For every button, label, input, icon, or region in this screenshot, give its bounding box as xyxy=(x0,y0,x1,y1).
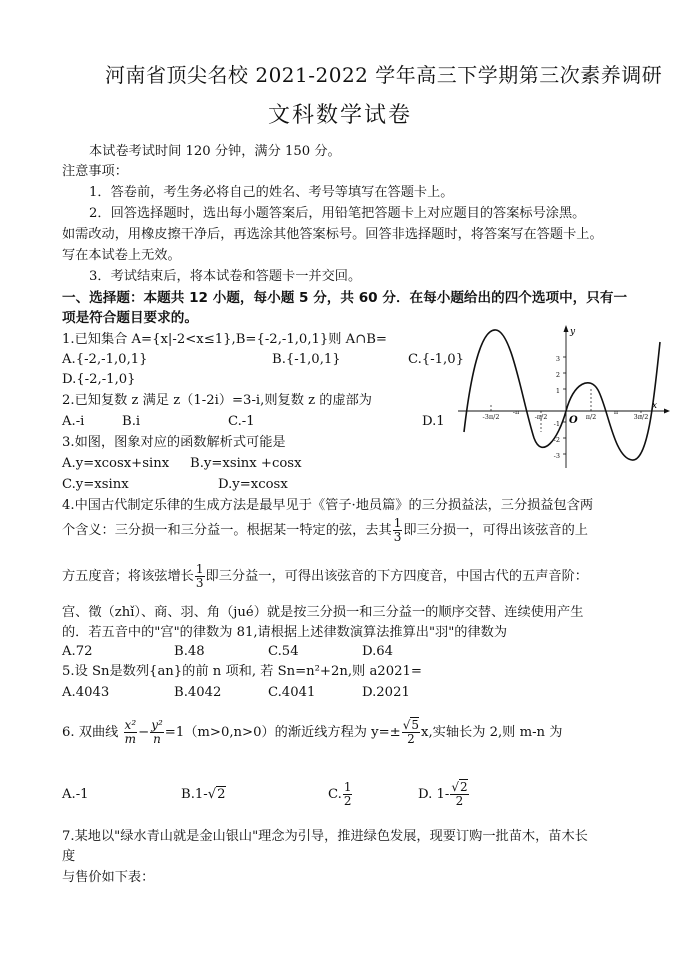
q4-line-3-a: 方五度音；将该弦增长 xyxy=(62,569,194,584)
q4-option-d: D.64 xyxy=(362,644,394,659)
y-tick-1: 1 xyxy=(555,387,560,395)
q3-stem: 3.如图，图象对应的函数解析式可能是 xyxy=(62,435,286,450)
q4-line-3 xyxy=(62,563,588,591)
q6-option-d xyxy=(418,774,470,816)
x-tick-neg-pi-2: -π/2 xyxy=(534,413,548,421)
x-tick-neg-3pi-2: -3π/2 xyxy=(482,413,500,421)
y-tick-3: 3 xyxy=(555,355,560,363)
q4-frac1-num: 1 xyxy=(393,516,402,530)
q4-fraction-1 xyxy=(393,517,403,544)
q6-minus: − xyxy=(138,725,150,740)
function-curve xyxy=(464,330,660,460)
q6-mid: =1（m>0,n>0）的渐近线方程为 y=± xyxy=(164,725,401,740)
q6-option-c xyxy=(328,774,353,816)
y-tick-labels xyxy=(554,355,560,460)
function-graph xyxy=(456,320,670,470)
q6-prefix: 6. 双曲线 xyxy=(62,725,119,740)
y-tick-neg-1: -1 xyxy=(553,420,560,428)
q3-option-b: B.y=xsinx +cosx xyxy=(190,456,302,471)
q4-line-4: 宫、徵（zhǐ）、商、羽、角（jué）就是按三分损一和三分益一的顺序交替、连续使用产生 xyxy=(62,605,584,620)
q5-option-b: B.4042 xyxy=(174,685,222,700)
q3-option-a: A.y=xcosx+sinx xyxy=(62,456,170,471)
q7-line-2: 度 xyxy=(62,849,76,864)
note-2-line-1: 2．回答选择题时，选出每小题答案后，用铅笔把答题卡上对应题目的答案标号涂黑。 xyxy=(89,206,586,221)
q3-option-d: D.y=xcosx xyxy=(218,477,288,492)
q6-sqrt5-num: √5 xyxy=(402,718,420,732)
q6-option-c-num: 1 xyxy=(343,780,352,794)
q6-option-b-root: 2 xyxy=(217,787,226,802)
x-tick-pi: π xyxy=(613,408,619,416)
q6-option-d-root: 2 xyxy=(460,780,468,794)
q4-line-1: 4.中国古代制定乐律的生成方法是最早见于《管子·地员篇》的三分损益法，三分损益包含两 xyxy=(62,498,594,513)
q3-option-c: C.y=xsinx xyxy=(62,477,129,492)
notes-heading: 注意事项： xyxy=(62,164,128,179)
q4-option-a: A.72 xyxy=(62,644,93,659)
q6-x2: x² xyxy=(124,718,137,732)
q1-option-b: B.{-1,0,1} xyxy=(272,352,341,367)
q7-line-3: 与售价如下表： xyxy=(62,870,155,885)
y-tick-2: 2 xyxy=(555,371,560,379)
q2-option-b: B.i xyxy=(122,414,141,429)
q6-option-d-num: √2 xyxy=(451,780,468,794)
tick-marks xyxy=(563,357,566,454)
q4-line-2-b: 即三分损一，可得出该弦音的上 xyxy=(403,523,588,538)
q6-option-c-text: C. xyxy=(328,787,342,802)
q4-frac1-den: 3 xyxy=(393,530,402,544)
q4-fraction-2 xyxy=(195,563,205,590)
q1-option-a: A.{-2,-1,0,1} xyxy=(62,352,148,367)
q6-m: m xyxy=(124,732,137,746)
q6-n: n xyxy=(153,732,161,746)
q6-frac-y2-n xyxy=(150,719,164,746)
section-heading-line-1: 一、选择题：本题共 12 小题，每小题 5 分，共 60 分．在每小题给出的四个选项中，只有一 xyxy=(62,290,628,306)
q6-stem xyxy=(62,712,562,754)
q4-option-c: C.54 xyxy=(268,644,299,659)
q2-option-c: C.-1 xyxy=(228,414,255,429)
q6-option-d-den: 2 xyxy=(455,794,464,808)
q4-line-5: 的．若五音中的"宫"的律数为 81,请根据上述律数演算法推算出"羽"的律数为 xyxy=(62,625,508,640)
q1-option-d: D.{-2,-1,0} xyxy=(62,372,136,387)
q6-y2: y² xyxy=(151,718,163,732)
x-axis-arrow xyxy=(664,409,670,414)
q2-stem: 2.已知复数 z 满足 z（1-2i）=3-i,则复数 z 的虚部为 xyxy=(62,393,372,408)
q4-frac2-num: 1 xyxy=(195,562,204,576)
q1-option-c: C.{-1,0} xyxy=(408,352,465,367)
note-2-line-2: 如需改动，用橡皮擦干净后，再选涂其他答案标号。回答非选择题时，将答案写在答题卡上。 xyxy=(62,227,603,242)
q2-option-d: D.1 xyxy=(422,414,445,429)
y-axis-label: y xyxy=(570,327,576,337)
q4-line-2 xyxy=(62,517,588,545)
q6-sqrt5: 5 xyxy=(411,718,420,732)
note-2-line-3: 写在本试卷上无效。 xyxy=(62,248,181,263)
q6-option-c-frac xyxy=(343,781,353,808)
y-tick-neg-2: -2 xyxy=(553,436,560,444)
q4-frac2-den: 3 xyxy=(195,576,204,590)
q6-two: 2 xyxy=(407,732,415,746)
q6-suffix: x,实轴长为 2,则 m-n 为 xyxy=(421,725,563,740)
q6-option-c-den: 2 xyxy=(343,794,352,808)
q4-line-3-b: 即三分益一，可得出该弦音的下方四度音，中国古代的五声音阶： xyxy=(205,569,588,584)
y-tick-neg-3: -3 xyxy=(553,452,560,460)
q4-option-b: B.48 xyxy=(174,644,205,659)
exam-subtitle: 文科数学试卷 xyxy=(268,103,413,128)
q2-option-a: A.-i xyxy=(62,414,85,429)
note-1: 1．答卷前，考生务必将自己的姓名、考号等填写在答题卡上。 xyxy=(89,185,454,200)
q5-stem: 5.设 Sn是数列{an}的前 n 项和, 若 Sn=n²+2n,则 a2021= xyxy=(62,664,422,679)
q6-option-b: B.1-√2 xyxy=(181,787,226,802)
q5-option-a: A.4043 xyxy=(62,685,110,700)
q6-frac-x2-m xyxy=(124,719,138,746)
x-axis-label: x xyxy=(652,401,658,411)
exam-info: 本试卷考试时间 120 分钟，满分 150 分。 xyxy=(89,144,341,159)
q5-option-c: C.4041 xyxy=(268,685,316,700)
x-tick-3pi-2: 3π/2 xyxy=(633,413,649,421)
q7-line-1: 7.某地以"绿水青山就是金山银山"理念为引导，推进绿色发展，现要订购一批苗木，苗木长 xyxy=(62,829,588,844)
exam-title: 河南省顶尖名校 2021-2022 学年高三下学期第三次素养调研 xyxy=(105,63,663,87)
q4-line-2-a: 个含义：三分损一和三分益一。根据某一特定的弦，去其 xyxy=(62,523,392,538)
q6-option-b-text: B.1- xyxy=(181,787,208,802)
q1-stem: 1.已知集合 A={x|-2<x≤1},B={-2,-1,0,1}则 A∩B= xyxy=(62,332,387,347)
q6-option-d-frac xyxy=(450,781,468,808)
q6-option-d-text: D. 1- xyxy=(418,787,450,802)
x-tick-pi-2: π/2 xyxy=(585,413,597,421)
x-tick-neg-pi: -π xyxy=(512,408,520,416)
origin-label: O xyxy=(569,415,578,426)
note-3: 3．考试结束后，将本试卷和答题卡一并交回。 xyxy=(89,269,362,284)
q5-option-d: D.2021 xyxy=(362,685,410,700)
section-heading-line-2: 项是符合题目要求的。 xyxy=(62,310,198,326)
q6-frac-sqrt5-2 xyxy=(402,719,420,746)
q6-option-a: A.-1 xyxy=(62,787,89,802)
y-axis-arrow xyxy=(564,325,569,332)
